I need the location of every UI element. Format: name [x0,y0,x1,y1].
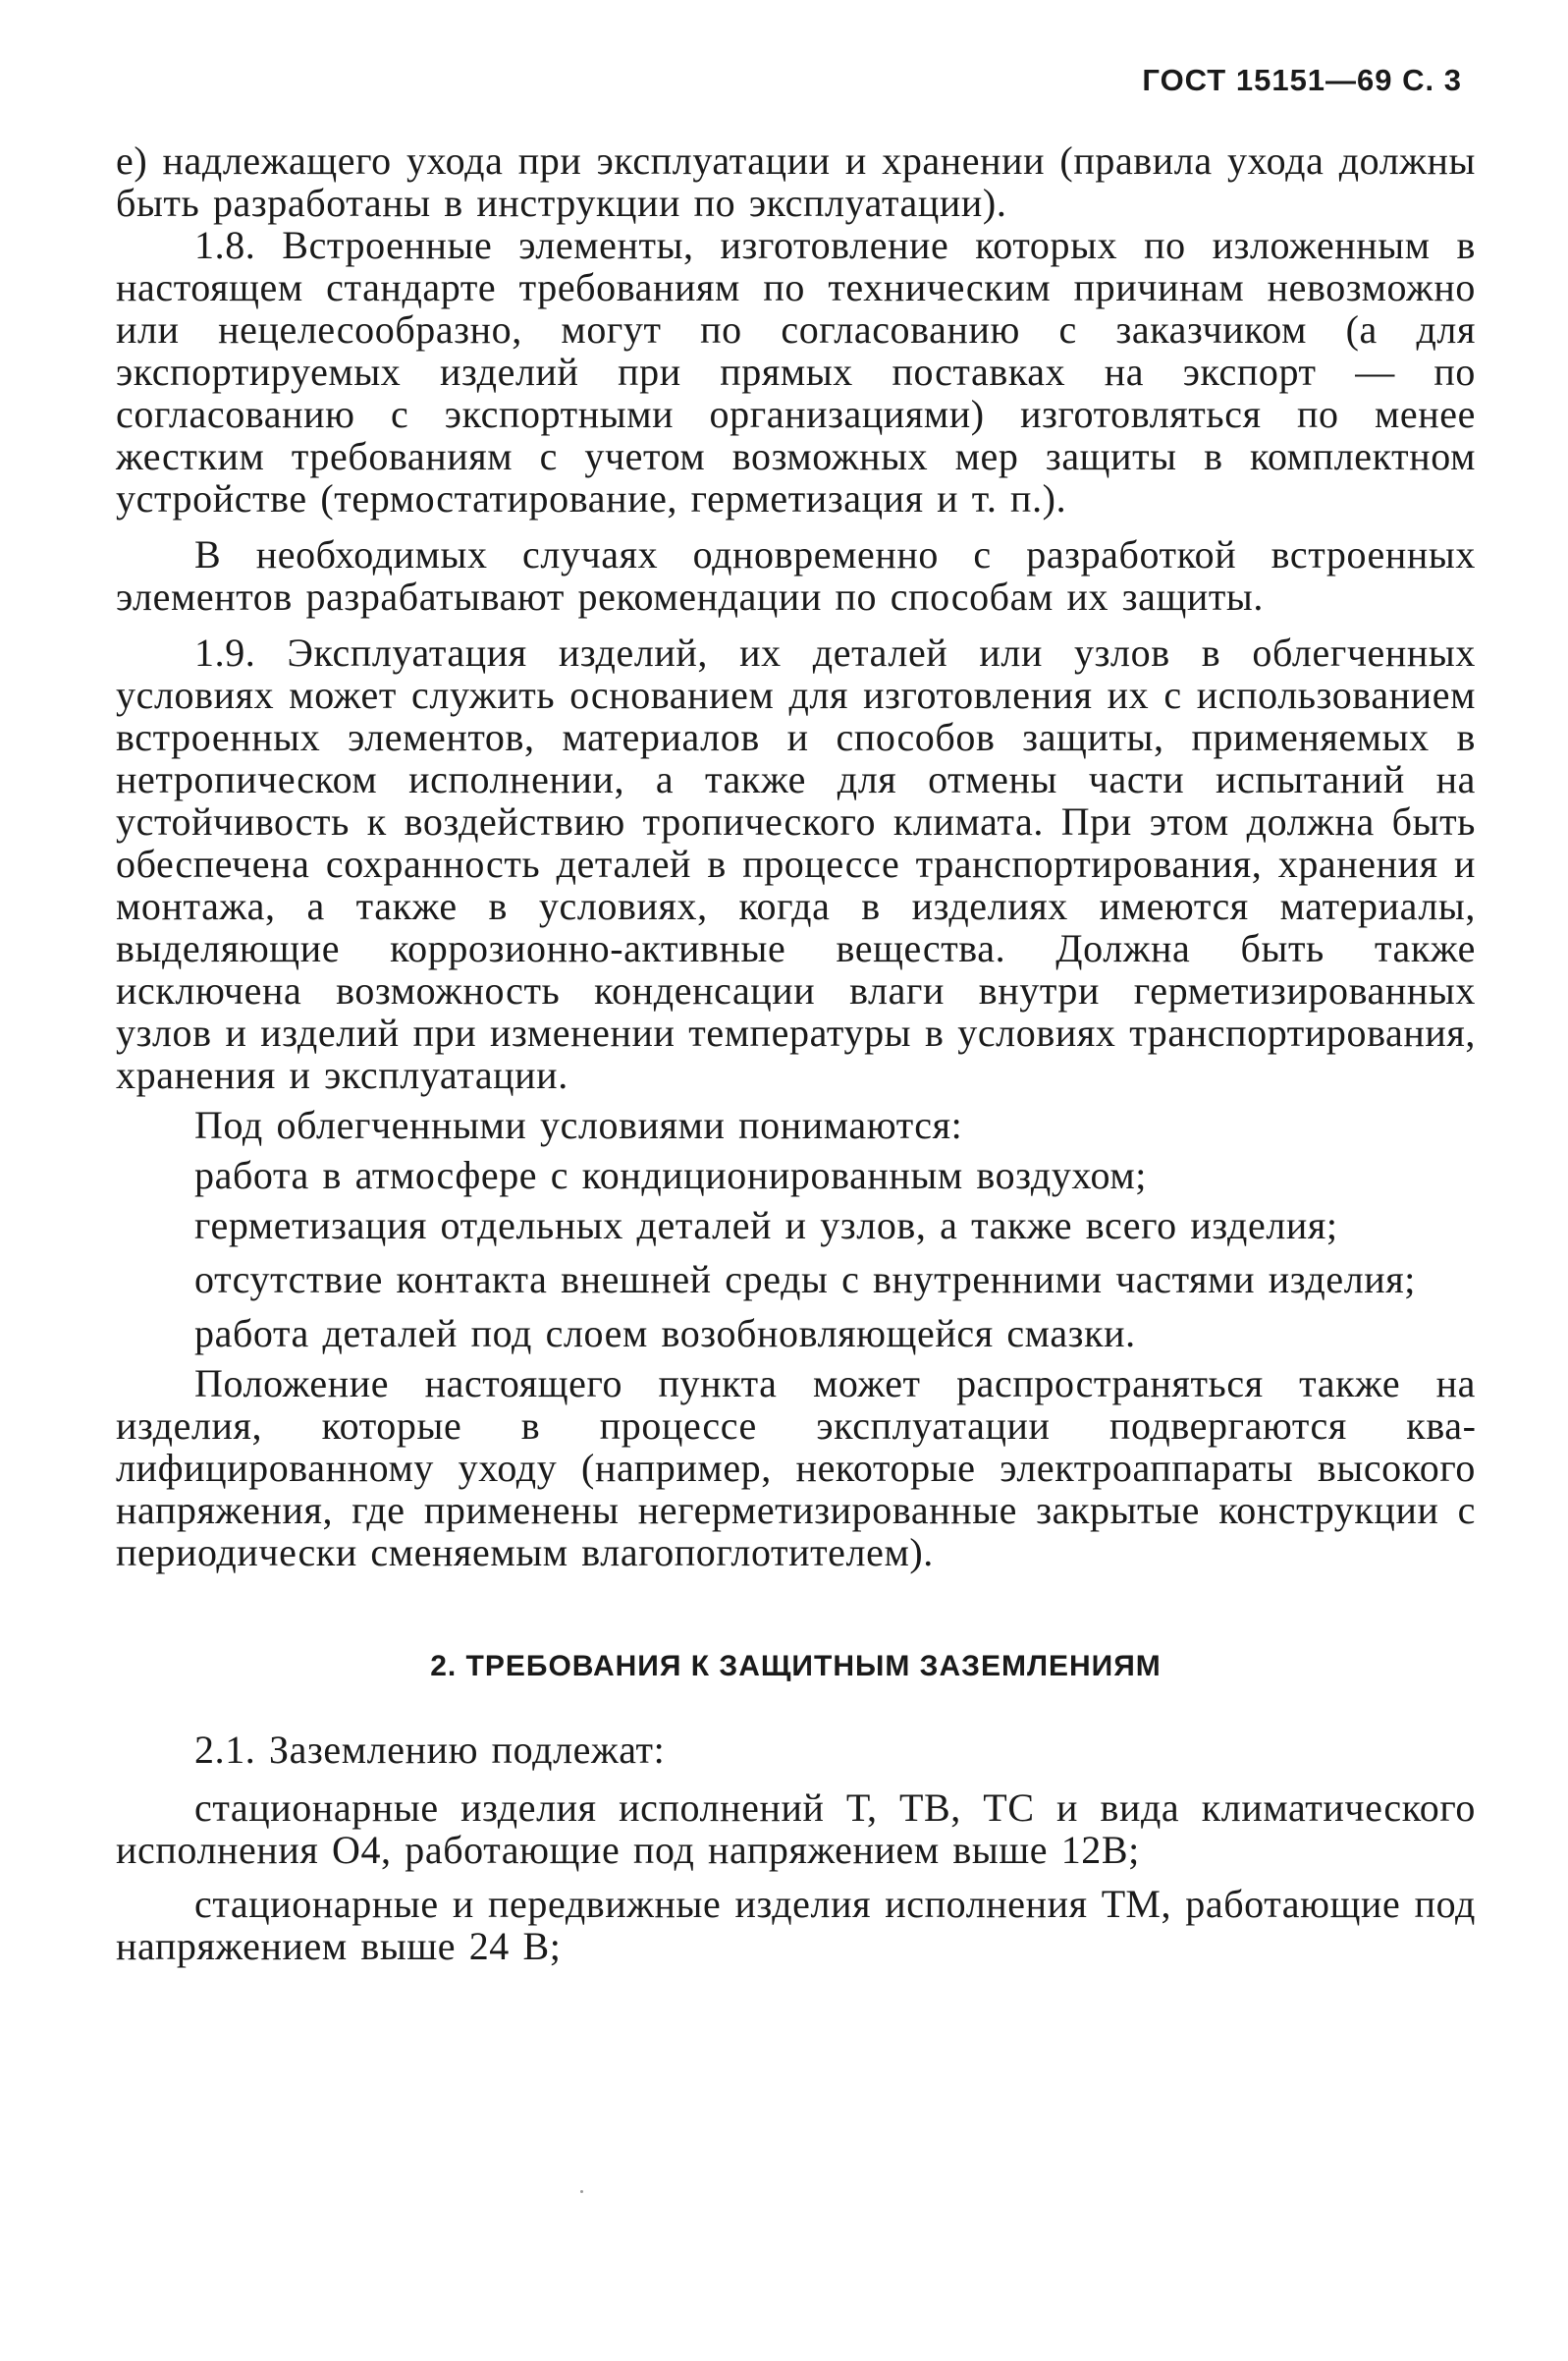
section-2-heading: 2. ТРЕБОВАНИЯ К ЗАЩИТНЫМ ЗАЗЕМЛЕНИЯМ [430,1650,1162,1682]
document-body [116,139,1476,1967]
list-item-stationary-products: стационарные изделия исполнений Т, ТВ, ТС и вида климатического исполнения О4, работающие под напряжением выше 12В; [116,1785,1476,1872]
paragraph-qualified-care: Положение настоящего пункта может распространяться также на изделия, которые в процессе эксплуатации подвергаются квалифицированному уходу (например, некоторые электроаппараты высокого напряжения, где применены негерметизированные закрытые конструкции с периодически сменяемым влагопоглотителем). [116,1361,1476,1574]
paragraph-clause-1-9: 1.9. Эксплуатация изделий, их деталей или узлов в облегченных условиях может служить основанием для изготовления их с использованием встроенных элементов, материалов и способов защиты, применяемых в нетропическом исполнении, а также для отмены части испытаний на устойчивость к воздействию тропического климата. При этом должна быть обеспечена сохранность деталей в процессе транспортирования, хранения и монтажа, а также в условиях, когда в изделиях имеются материалы, выделяющие коррозионно-активные вещества. Должна быть также исключена возможность конденсации влаги внутри герметизированных узлов и изделий при изменении температуры в условиях транспортирования, хранения и эксплуатации. [116,631,1476,1097]
list-item-mobile-products: стационарные и передвижные изделия исполнения ТМ, работающие под напряжением выше 24 В; [116,1882,1476,1968]
paragraph-light-conditions-intro: Под облегченными условиями понимаются: [194,1103,963,1147]
running-header: ГОСТ 15151—69 С. 3 [1142,63,1462,97]
list-item-no-contact: отсутствие контакта внешней среды с внутренними частями изделия; [194,1257,1416,1301]
list-item-sealing: герметизация отдельных деталей и узлов, а также всего изделия; [194,1203,1338,1247]
paragraph-clause-1-8: 1.8. Встроенные элементы, изготовление которых по изложенным в настоящем стандарте требованиям по техническим причинам невозможно или нецелесообразно, могут по согласованию с заказчиком (а для экспортируемых изделий при прямых поставках на экспорт — по согласованию с экспортными организациями) изготовляться по менее жестким требованиям с учетом возможных мер защиты в комплектном устройстве (термостатирование, герметизация и т. п.). [116,223,1476,521]
list-item-lubrication: работа деталей под слоем возобновляющейся смазки. [194,1311,1136,1355]
paragraph-item-e: е) надлежащего ухода при эксплуатации и хранении (правила ухода должны быть разработаны в инструкции по эксплуатации). [116,138,1476,225]
list-item-air-conditioning: работа в атмосфере с кондиционированным воздухом; [194,1153,1148,1197]
paragraph-clause-2-1: 2.1. Заземлению подлежат: [194,1728,666,1772]
scan-speck [580,2190,583,2193]
paragraph-recommendations: В необходимых случаях одновременно с разработкой встроенных элементов разрабатывают рекомендации по способам их защиты. [116,532,1476,619]
